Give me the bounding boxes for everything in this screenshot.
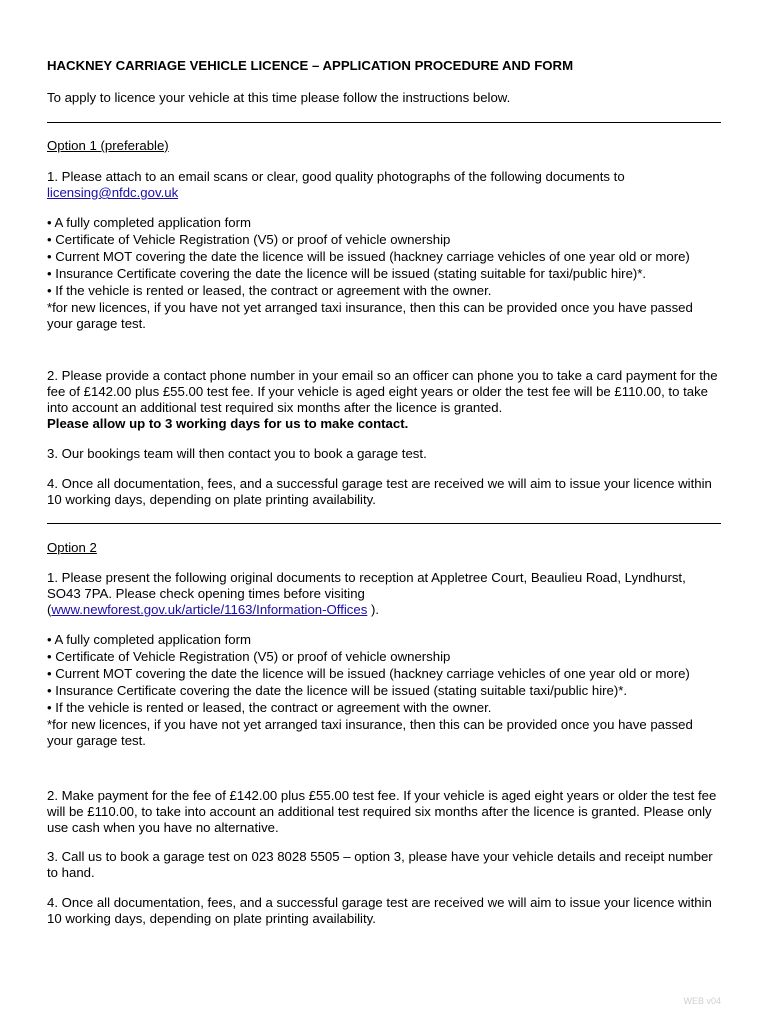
list-item: • If the vehicle is rented or leased, the contract or agreement with the owner. bbox=[47, 700, 492, 715]
document-version-label: WEB v04 bbox=[683, 996, 721, 1006]
footnote: *for new licences, if you have not yet arranged taxi insurance, then this can be provided once you have passed your garage test. bbox=[47, 300, 693, 331]
list-item: • A fully completed application form bbox=[47, 632, 251, 647]
list-item: • A fully completed application form bbox=[47, 215, 251, 230]
list-item: • Insurance Certificate covering the date the licence will be issued (stating suitable for taxi/public hire)*. bbox=[47, 266, 647, 281]
list-item: • Insurance Certificate covering the date the licence will be issued (stating suitable taxi/public hire)*. bbox=[47, 683, 628, 698]
document-title: HACKNEY CARRIAGE VEHICLE LICENCE – APPLICATION PROCEDURE AND FORM bbox=[47, 58, 574, 73]
option1-step3: 3. Our bookings team will then contact you to book a garage test. bbox=[47, 446, 427, 461]
option2-step1: 1. Please present the following original documents to reception at Appletree Court, Beaulieu Road, Lyndhurst, SO43 7PA. Please check opening times before visiting (www.newforest.gov.uk/article/1163/Information-Offices ). bbox=[47, 570, 686, 617]
option1-step2 bbox=[47, 368, 721, 432]
option1-heading: Option 1 (preferable) bbox=[47, 138, 169, 153]
option2-heading: Option 2 bbox=[47, 540, 97, 555]
list-item: • If the vehicle is rented or leased, the contract or agreement with the owner. bbox=[47, 283, 492, 298]
option2-bullet-list bbox=[47, 632, 721, 749]
option2-step3: 3. Call us to book a garage test on 023 8028 5505 – option 3, please have your vehicle details and receipt number to hand. bbox=[47, 849, 713, 880]
information-offices-link[interactable]: www.newforest.gov.uk/article/1163/Information-Offices bbox=[51, 602, 368, 617]
email-link[interactable]: licensing@nfdc.gov.uk bbox=[47, 185, 179, 200]
option1-step1-text: 1. Please attach to an email scans or clear, good quality photographs of the following documents to bbox=[47, 169, 625, 184]
option2-step1-text: 1. Please present the following original documents to reception at Appletree Court, Beaulieu Road, Lyndhurst, SO43 7PA. Please check opening times before visiting bbox=[47, 570, 686, 601]
option1-step1 bbox=[47, 169, 721, 201]
list-item: • Certificate of Vehicle Registration (V5) or proof of vehicle ownership bbox=[47, 232, 451, 247]
list-item: • Current MOT covering the date the licence will be issued (hackney carriage vehicles of one year old or more) bbox=[47, 249, 690, 264]
intro-text: To apply to licence your vehicle at this time please follow the instructions below. bbox=[47, 90, 511, 105]
option2-step2: 2. Make payment for the fee of £142.00 plus £55.00 test fee. If your vehicle is aged eight years or older the test fee will be £110.00, to take into account an additional test required six months after the licence is granted. Please only use cash when you have no alternative. bbox=[47, 788, 717, 835]
list-item: • Current MOT covering the date the licence will be issued (hackney carriage vehicles of one year old or more) bbox=[47, 666, 690, 681]
option2-step4: 4. Once all documentation, fees, and a successful garage test are received we will aim to issue your licence within 10 working days, depending on plate printing availability. bbox=[47, 895, 712, 926]
option1-bullet-list bbox=[47, 215, 721, 332]
option1-step4: 4. Once all documentation, fees, and a successful garage test are received we will aim to issue your licence within 10 working days, depending on plate printing availability. bbox=[47, 476, 712, 507]
option1-step2-bold: Please allow up to 3 working days for us to make contact. bbox=[47, 416, 409, 431]
option1-step2-text: 2. Please provide a contact phone number in your email so an officer can phone you to take a card payment for the fee of £142.00 plus £55.00 test fee. If your vehicle is aged eight years or older the test fee will be £110.00, to take into account an additional test required six months after the licence is granted. bbox=[47, 368, 718, 415]
divider bbox=[47, 523, 721, 524]
list-item: • Certificate of Vehicle Registration (V5) or proof of vehicle ownership bbox=[47, 649, 451, 664]
footnote: *for new licences, if you have not yet arranged taxi insurance, then this can be provided once you have passed your garage test. bbox=[47, 717, 693, 748]
divider bbox=[47, 122, 721, 123]
